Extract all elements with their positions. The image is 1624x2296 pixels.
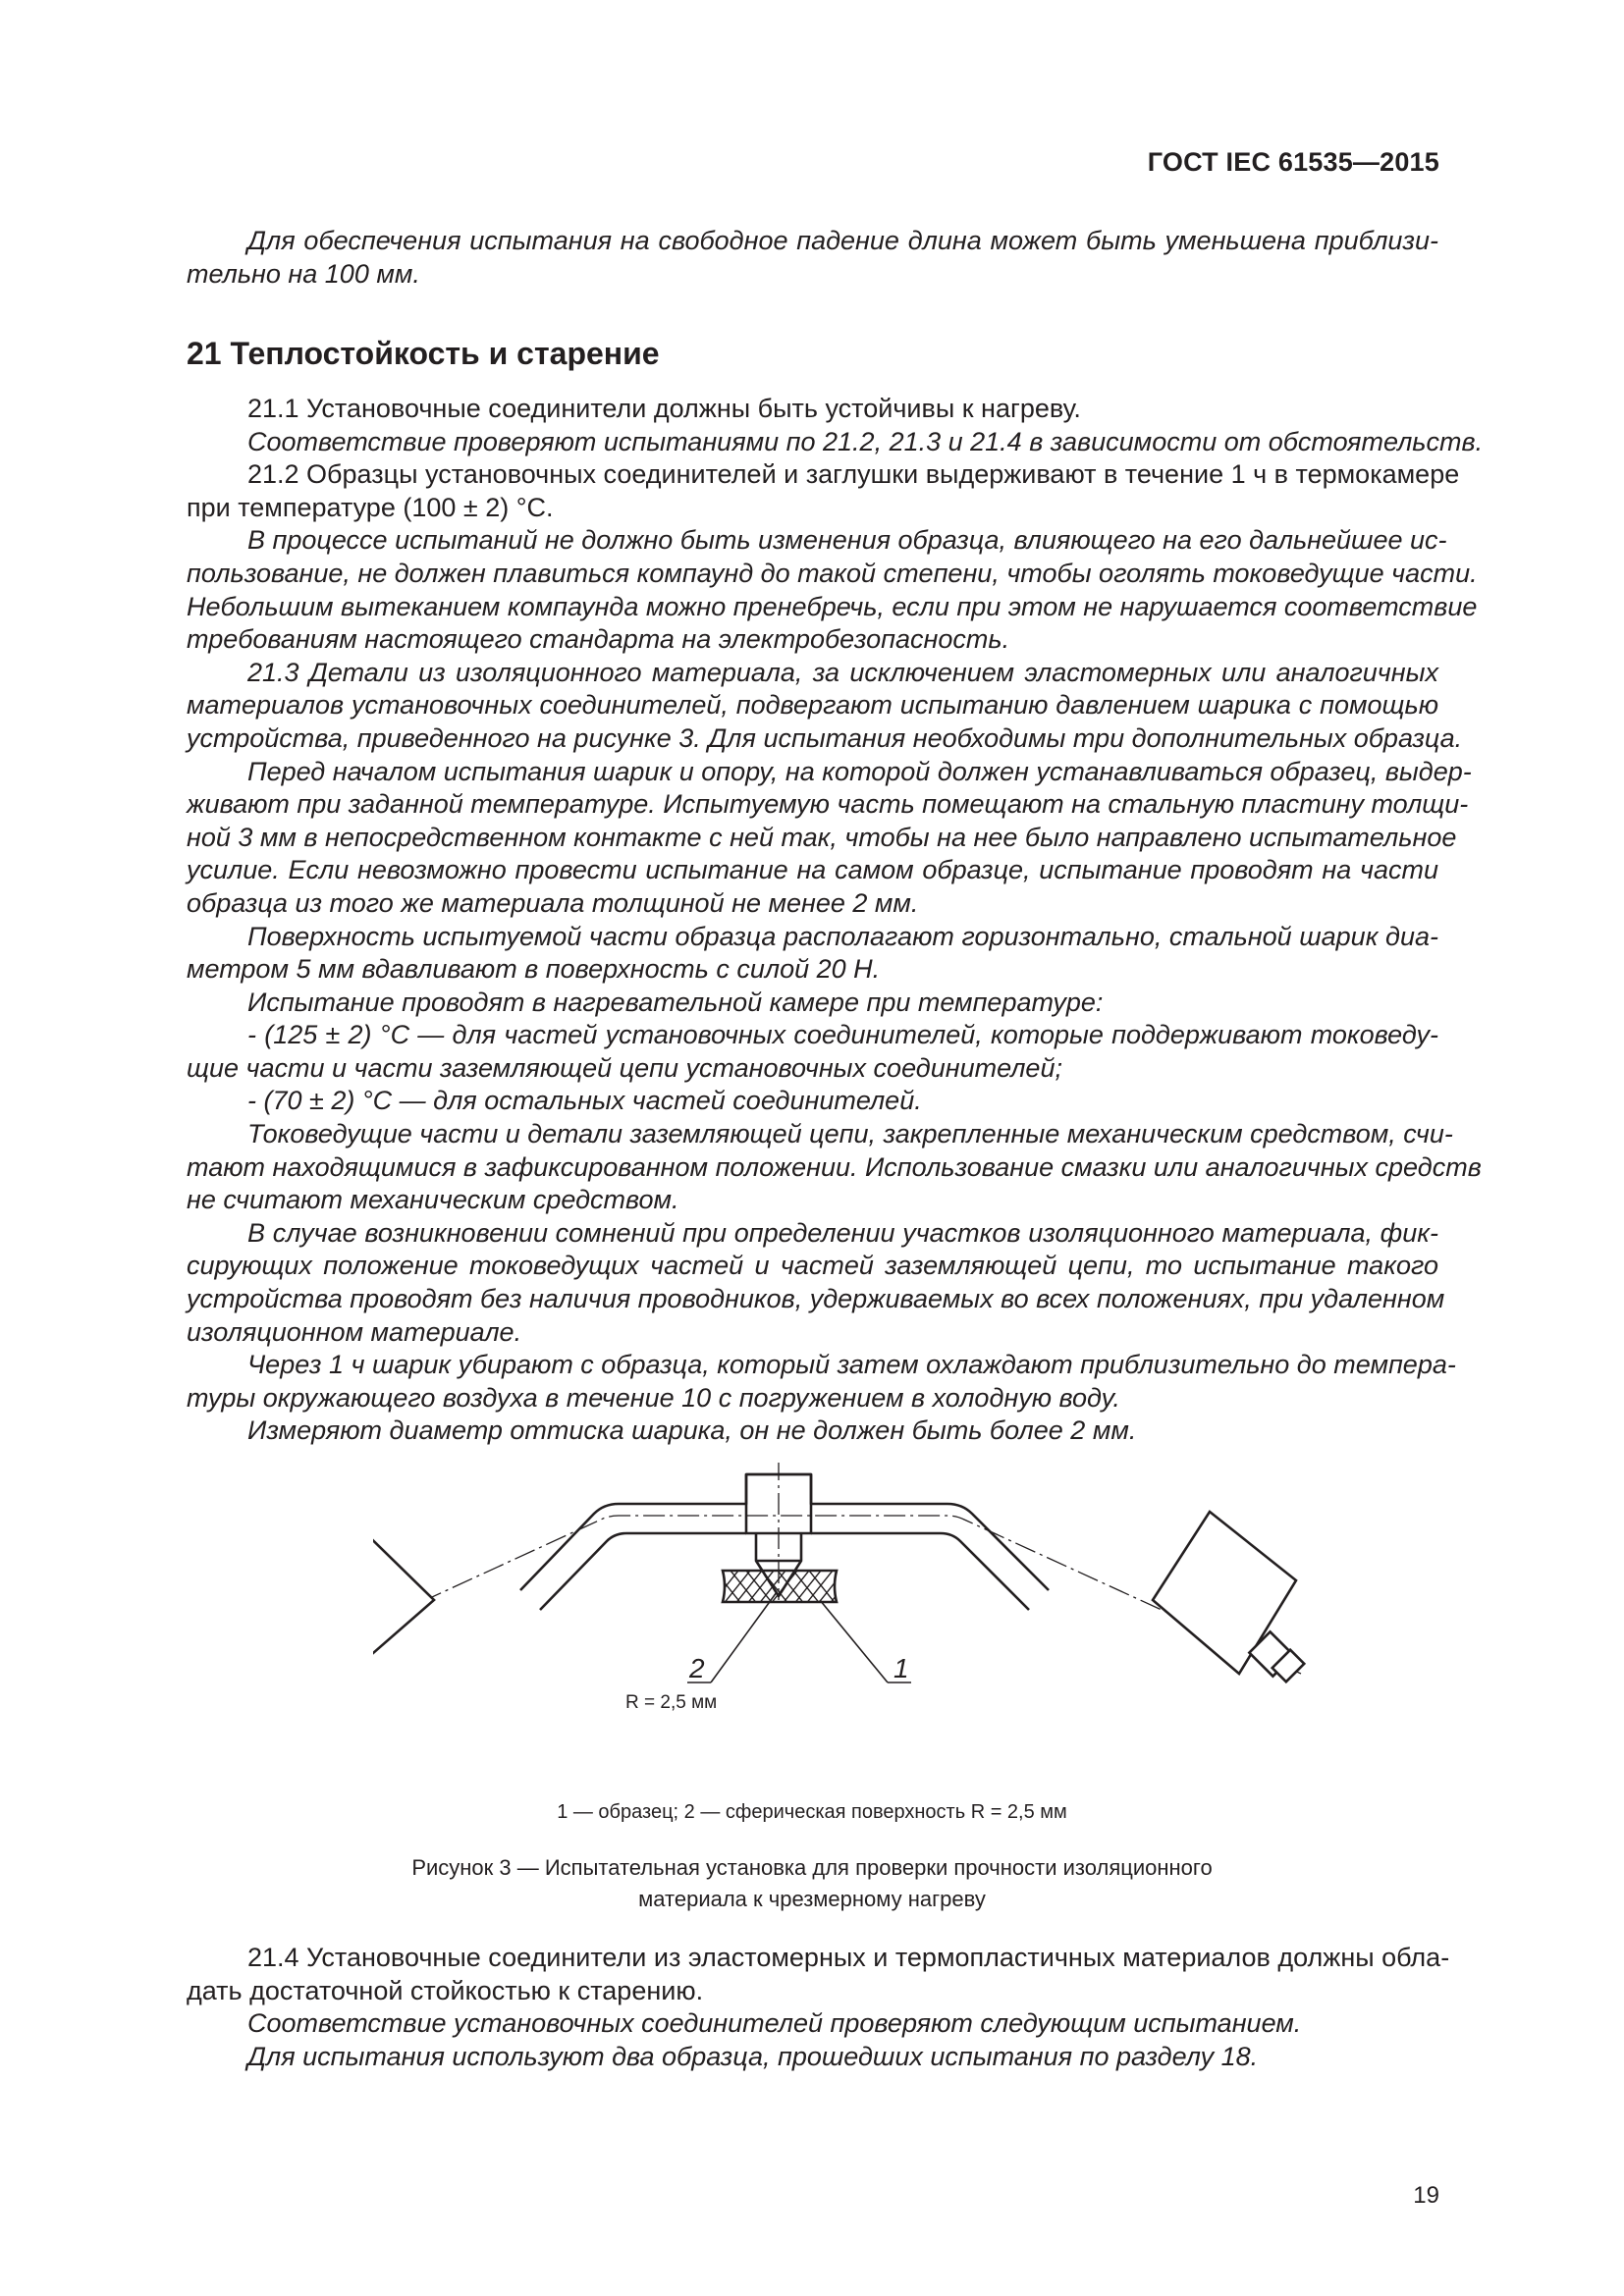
paragraph-line: 21.1 Установочные соединители должны быть устойчивы к нагреву. bbox=[247, 394, 1081, 423]
paragraph-line: Перед началом испытания шарик и опору, на которой должен устанавливаться образец, выдер- bbox=[247, 756, 1472, 786]
paragraph-line: Соответствие установочных соединителей проверяют следующим испытанием. bbox=[247, 2008, 1302, 2039]
figure-caption-line2: материала к чрезмерному нагреву bbox=[638, 1887, 986, 1911]
paragraph-line: Через 1 ч шарик убирают с образца, который затем охлаждают приблизительно до темпера- bbox=[247, 1350, 1456, 1380]
standard-designation: ГОСТ IEC 61535—2015 bbox=[1147, 147, 1439, 177]
paragraph-line: тают находящимися в зафиксированном положении. Использование смазки или аналогичных средств bbox=[187, 1151, 1482, 1182]
label-2: 2 bbox=[689, 1653, 705, 1683]
paragraph-line: Поверхность испытуемой части образца располагают горизонтально, стальной шарик диа- bbox=[247, 921, 1438, 951]
paragraph-line: - (125 ± 2) °С — для частей установочных соединителей, которые поддерживают токоведу- bbox=[247, 1020, 1438, 1050]
paragraph-line: Испытание проводят в нагревательной камере при температуре: bbox=[247, 987, 1104, 1017]
section-heading: 21 Теплостойкость и старение bbox=[187, 336, 660, 371]
paragraph-line: устройства, приведенного на рисунке 3. Для испытания необходимы три дополнительных образца. bbox=[187, 722, 1463, 753]
paragraph-line: тельно на 100 мм. bbox=[187, 258, 420, 289]
paragraph-line: пользование, не должен плавиться компаунд до такой степени, чтобы оголять токоведущие части. bbox=[187, 558, 1478, 588]
paragraph-line: дать достаточной стойкостью к старению. bbox=[187, 1975, 704, 2005]
paragraph-line: изоляционном материале. bbox=[187, 1316, 522, 1347]
paragraph-line: Для обеспечения испытания на свободное падение длина может быть уменьшена приблизи- bbox=[247, 226, 1438, 255]
paragraph-line: Токоведущие части и детали заземляющей цепи, закрепленные механическим средством, счи- bbox=[247, 1119, 1453, 1149]
paragraph-line: метром 5 мм вдавливают в поверхность с силой 20 Н. bbox=[187, 954, 881, 985]
figure-caption-line1: Рисунок 3 — Испытательная установка для проверки прочности изоляционного bbox=[411, 1855, 1213, 1880]
paragraph-line: Измеряют диаметр оттиска шарика, он не должен быть более 2 мм. bbox=[247, 1415, 1137, 1446]
paragraph-line: Соответствие проверяют испытаниями по 21.2, 21.3 и 21.4 в зависимости от обстоятельств. bbox=[247, 426, 1484, 456]
paragraph-line: усилие. Если невозможно провести испытание на самом образце, испытание проводят на части bbox=[187, 855, 1438, 885]
figure-caption bbox=[0, 1852, 1624, 1915]
radius-label: R = 2,5 мм bbox=[625, 1692, 718, 1713]
paragraph-line: устройства проводят без наличия проводников, удерживаемых во всех положениях, при удаленном bbox=[187, 1284, 1445, 1314]
paragraph-line: В процессе испытаний не должно быть изменения образца, влияющего на его дальнейшее ис- bbox=[247, 525, 1447, 556]
figure-legend: 1 — образец; 2 — сферическая поверхность R = 2,5 мм bbox=[557, 1801, 1067, 1823]
paragraph-line: при температуре (100 ± 2) °С. bbox=[187, 492, 554, 522]
paragraph-line: требованиям настоящего стандарта на электробезопасность. bbox=[187, 624, 1010, 655]
page-number: 19 bbox=[1413, 2182, 1439, 2209]
paragraph-line: материалов установочных соединителей, подвергают испытанию давлением шарика с помощью bbox=[187, 690, 1438, 721]
test-apparatus-figure bbox=[373, 1463, 1473, 1737]
paragraph-line: - (70 ± 2) °С — для остальных частей соединителей. bbox=[247, 1086, 922, 1116]
paragraph-line: Небольшим вытеканием компаунда можно пренебречь, если при этом не нарушается соответствие bbox=[187, 591, 1478, 621]
label-1: 1 bbox=[893, 1653, 909, 1683]
paragraph-line: 21.2 Образцы установочных соединителей и заглушки выдерживают в течение 1 ч в термокамере bbox=[247, 459, 1460, 490]
paragraph-line: живают при заданной температуре. Испытуемую часть помещают на стальную пластину толщи- bbox=[187, 789, 1469, 820]
paragraph-line: 21.3 Детали из изоляционного материала, за исключением эластомерных или аналогичных bbox=[247, 657, 1438, 687]
paragraph-line: В случае возникновении сомнений при определении участков изоляционного материала, фик- bbox=[247, 1217, 1438, 1248]
paragraph-line: образца из того же материала толщиной не менее 2 мм. bbox=[187, 887, 919, 918]
section-21-4-body bbox=[187, 1942, 1450, 2073]
intro-paragraph bbox=[187, 225, 1438, 291]
paragraph-line: ной 3 мм в непосредственном контакте с ней так, чтобы на нее было направлено испытательное bbox=[187, 822, 1457, 852]
paragraph-line: туры окружающего воздуха в течение 10 с погружением в холодную воду. bbox=[187, 1382, 1120, 1413]
leader-1 bbox=[820, 1600, 888, 1682]
paragraph-line: сирующих положение токоведущих частей и частей заземляющей цепи, то испытание такого bbox=[187, 1251, 1438, 1281]
paragraph-line: Для испытания используют два образца, прошедших испытания по разделу 18. bbox=[247, 2041, 1259, 2071]
leader-2 bbox=[711, 1592, 777, 1682]
paragraph-line: не считают механическим средством. bbox=[187, 1185, 679, 1215]
paragraph-line: щие части и части заземляющей цепи установочных соединителей; bbox=[187, 1052, 1062, 1083]
left-clamp-block bbox=[373, 1512, 434, 1674]
section-body bbox=[187, 393, 1484, 1448]
paragraph-line: 21.4 Установочные соединители из эластомерных и термопластичных материалов должны обла- bbox=[247, 1943, 1450, 1972]
